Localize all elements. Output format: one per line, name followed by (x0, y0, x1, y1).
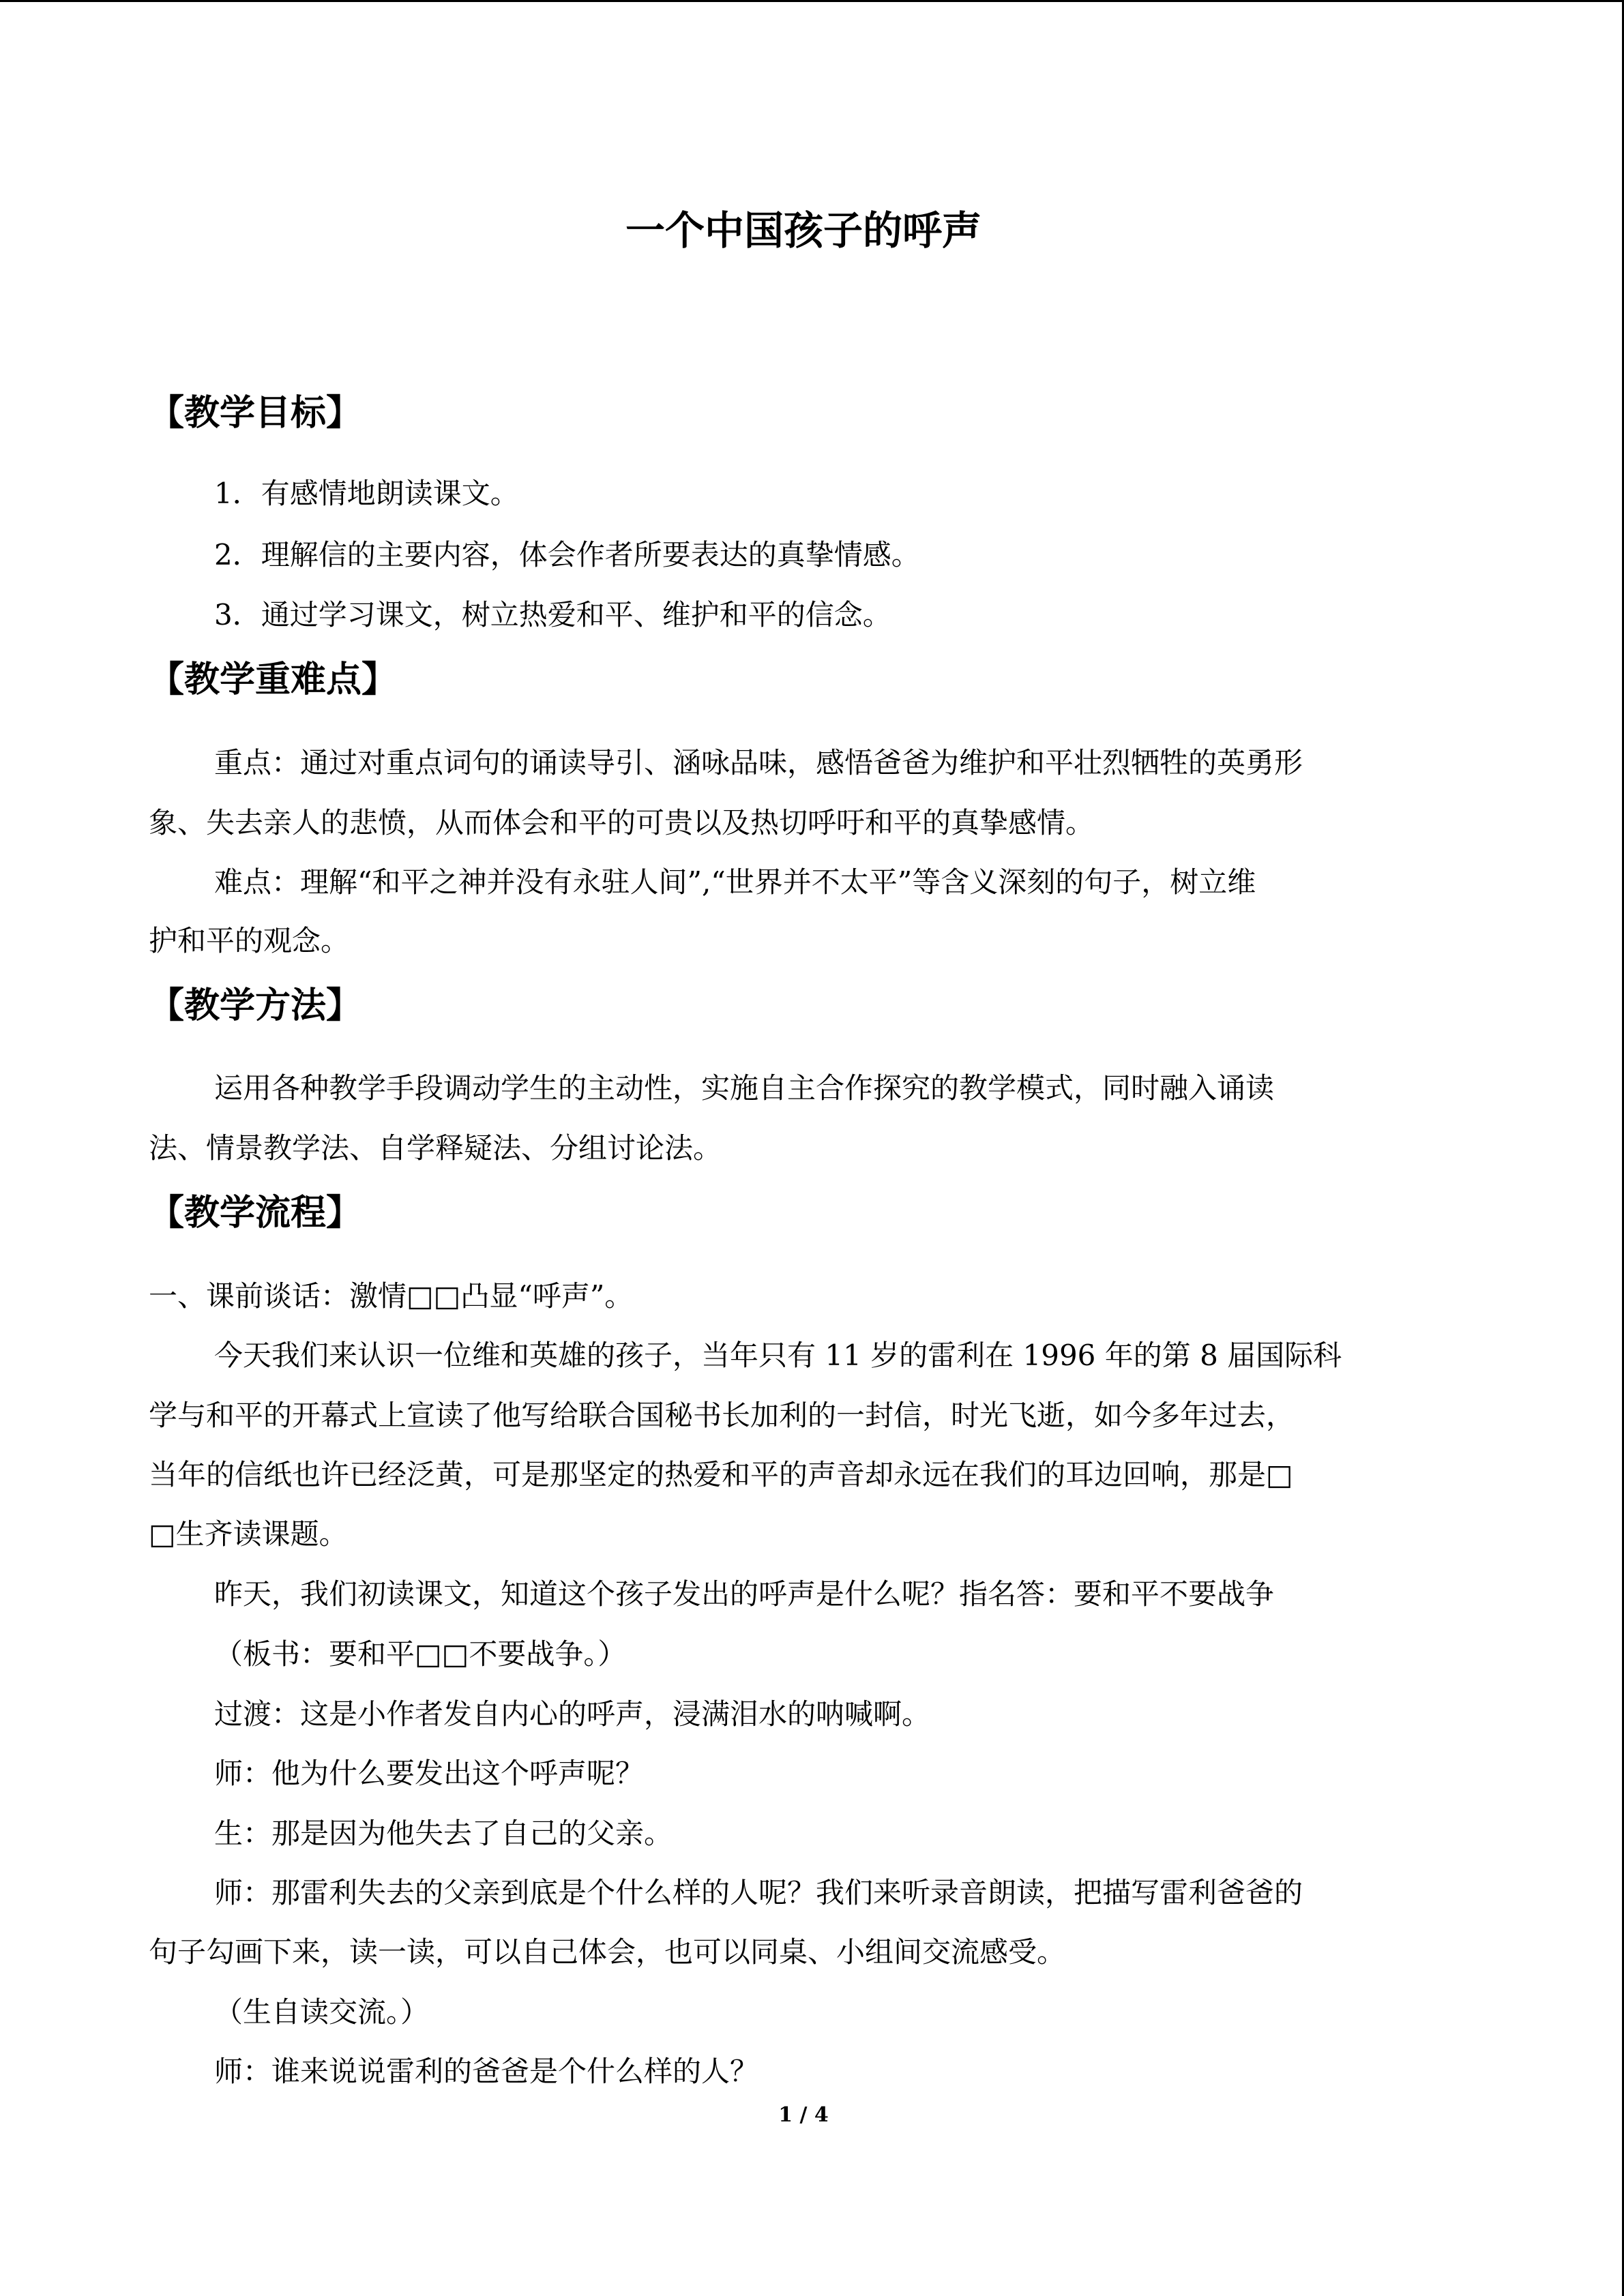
process-line-2: 今天我们来认识一位维和英雄的孩子，当年只有 11 岁的雷利在 1996 年的第 8 届国际科 (214, 1339, 1342, 1372)
process-line-12: 句子勾画下来，读一读，可以自己体会，也可以同桌、小组间交流感受。 (149, 1935, 1066, 1969)
heading-objectives: 【教学目标】 (149, 393, 362, 434)
key-points-line-2: 象、失去亲人的悲愤，从而体会和平的可贵以及热切呼吁和平的真挚感情。 (149, 806, 1095, 839)
heading-process: 【教学流程】 (149, 1193, 362, 1234)
process-line-8: 过渡：这是小作者发自内心的呼声，浸满泪水的呐喊啊。 (214, 1697, 931, 1731)
page-border-top (0, 0, 1624, 2)
page-number: 1 / 4 (778, 2103, 829, 2127)
objective-item-3: 3．通过学习课文，树立热爱和平、维护和平的信念。 (214, 598, 891, 631)
process-line-4: 当年的信纸也许已经泛黄，可是那坚定的热爱和平的声音却永远在我们的耳边回响，那是□ (149, 1458, 1293, 1491)
document-title: 一个中国孩子的呼声 (625, 207, 981, 254)
process-line-10: 生：那是因为他失去了自己的父亲。 (214, 1817, 673, 1850)
heading-key-points: 【教学重难点】 (149, 659, 398, 700)
process-line-13: （生自读交流。） (214, 1995, 430, 2029)
process-line-7: （板书：要和平□□不要战争。） (214, 1637, 627, 1671)
process-line-1: 一、课前谈话：激情□□凸显“呼声”。 (149, 1279, 634, 1313)
methods-line-2: 法、情景教学法、自学释疑法、分组讨论法。 (149, 1131, 722, 1165)
methods-line-1: 运用各种教学手段调动学生的主动性，实施自主合作探究的教学模式，同时融入诵读 (214, 1071, 1275, 1105)
process-line-5: □生齐读课题。 (149, 1517, 348, 1551)
process-line-9: 师：他为什么要发出这个呼声呢？ (214, 1757, 645, 1790)
process-line-11: 师：那雷利失去的父亲到底是个什么样的人呢？我们来听录音朗读，把描写雷利爸爸的 (214, 1876, 1303, 1909)
heading-methods: 【教学方法】 (149, 985, 362, 1026)
key-points-line-3: 难点：理解“和平之神并没有永驻人间”,“世界并不太平”等含义深刻的句子，树立维 (214, 865, 1256, 899)
key-points-line-4: 护和平的观念。 (149, 924, 350, 957)
process-line-3: 学与和平的开幕式上宣读了他写给联合国秘书长加利的一封信，时光飞逝，如今多年过去， (149, 1399, 1295, 1432)
objective-item-1: 1．有感情地朗读课文。 (214, 477, 519, 510)
objective-item-2: 2．理解信的主要内容，体会作者所要表达的真挚情感。 (214, 538, 920, 571)
process-line-14: 师：谁来说说雷利的爸爸是个什么样的人？ (214, 2055, 759, 2088)
key-points-line-1: 重点：通过对重点词句的诵读导引、涵咏品味，感悟爸爸为维护和平壮烈牺牲的英勇形 (214, 746, 1303, 779)
process-line-6: 昨天，我们初读课文，知道这个孩子发出的呼声是什么呢？指名答：要和平不要战争 (214, 1577, 1275, 1611)
